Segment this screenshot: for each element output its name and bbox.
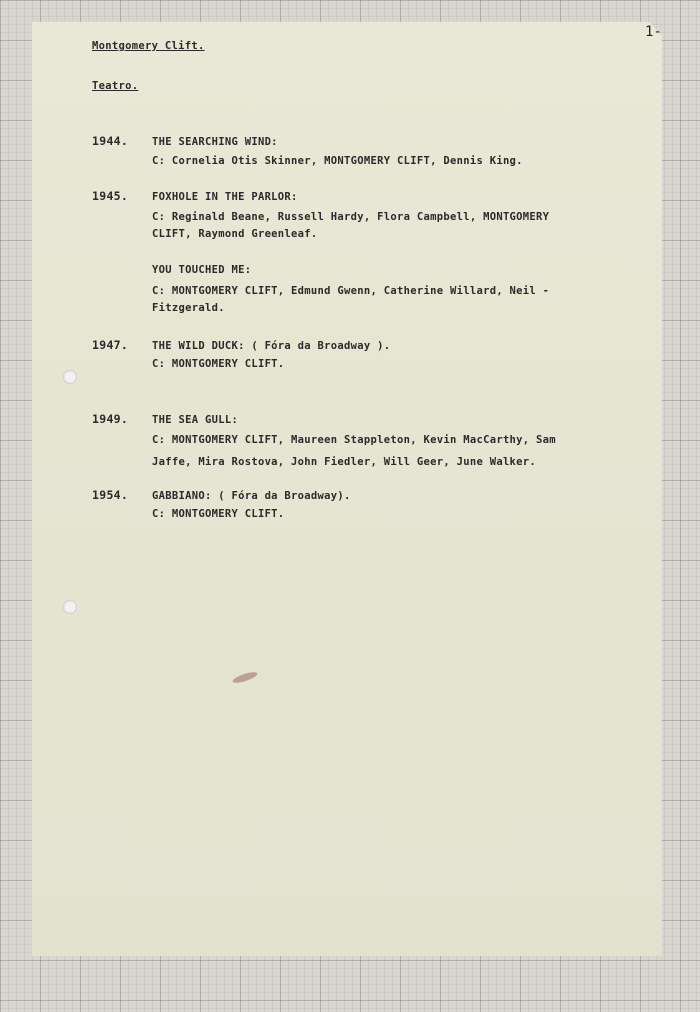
entry-cast-line: C: MONTGOMERY CLIFT. <box>152 508 285 520</box>
entry-title: THE WILD DUCK: ( Fóra da Broadway ). <box>152 340 391 352</box>
entry-cast-line: CLIFT, Raymond Greenleaf. <box>152 228 318 240</box>
entry-cast-line: C: MONTGOMERY CLIFT, Edmund Gwenn, Catherine Willard, Neil - <box>152 285 550 297</box>
entry-cast-line: Fitzgerald. <box>152 302 225 314</box>
entry-cast-line: C: MONTGOMERY CLIFT. <box>152 358 285 370</box>
entry-cast-line: C: Cornelia Otis Skinner, MONTGOMERY CLIFT, Dennis King. <box>152 155 523 167</box>
entry-title: THE SEARCHING WIND: <box>152 136 278 148</box>
entry-cast-line: Jaffe, Mira Rostova, John Fiedler, Will Geer, June Walker. <box>152 456 537 468</box>
entry-cast-line: C: MONTGOMERY CLIFT, Maureen Stappleton, Kevin MacCarthy, Sam <box>152 434 556 446</box>
entry-title: FOXHOLE IN THE PARLOR: <box>152 191 298 203</box>
entry-cast-line: C: Reginald Beane, Russell Hardy, Flora Campbell, MONTGOMERY <box>152 211 550 223</box>
entry-year: 1949. <box>92 412 129 426</box>
punch-hole <box>63 600 77 614</box>
entry-year: 1945. <box>92 189 129 203</box>
entry-title: GABBIANO: ( Fóra da Broadway). <box>152 490 351 502</box>
page-number-mark: 1- <box>645 24 662 40</box>
entry-title: THE SEA GULL: <box>152 414 239 426</box>
entry-year: 1944. <box>92 134 129 148</box>
entry-year: 1947. <box>92 338 129 352</box>
entry-year: 1954. <box>92 488 129 502</box>
punch-hole <box>63 370 77 384</box>
document-title: Montgomery Clift. <box>92 40 205 52</box>
section-heading: Teatro. <box>92 80 139 92</box>
entry-title: YOU TOUCHED ME: <box>152 264 252 276</box>
